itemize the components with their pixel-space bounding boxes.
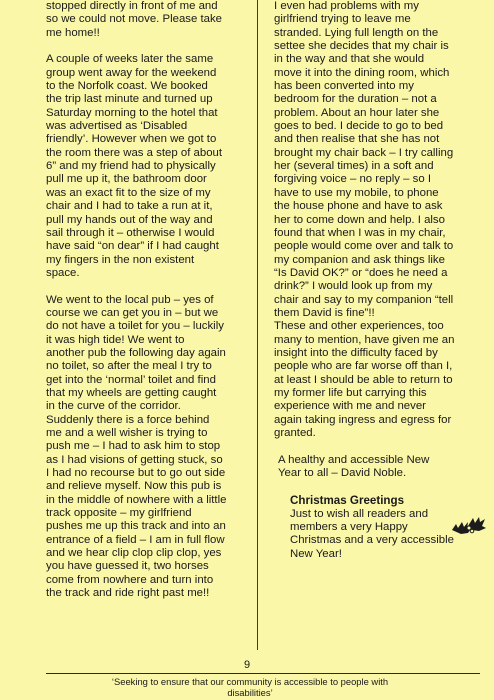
christmas-greetings-heading: Christmas Greetings [290, 494, 405, 508]
column-divider [257, 0, 258, 650]
story-paragraph-2: A couple of weeks later the same group went away for the weekend to the Norfolk coast. We booked the trip last minute and turned up Saturday morning to the hotel that was advertised as ‘Disabled friendly’. However when we got to the room there was a step of about 6” and my friend had to physically pull me up it, the bathroom door was an exact fit to the size of my chair and I had to take a run at it, pull my hands out of the way and sail through it – otherwise I would have said “on dear” if I had caught my fingers in the non existent space. [46, 53, 223, 279]
footer-tagline: ‘Seeking to ensure that our community is accessible to people with disabilities’ [111, 676, 389, 698]
footer-rule [46, 673, 480, 674]
story-paragraph-4: I even had problems with my girlfriend trying to leave me stranded. Lying full length on the settee she decides that my chair is in the way and that she would move it into the dining room, which has been converted into my bedroom for the duration – not a problem. About an hour later she goes to bed. I decide to go to bed and then realise that she has not brought my chair back – I try calling her (several times) in a soft and forgiving voice – no reply – so I have to use my mobile, to phone the house phone and have to ask her to come down and help. I also found that when I was in my chair, people would come over and talk to my companion and ask things like “Is David OK?” or “does he need a drink?” I would look up from my chair and say to my companion “tell them David is fine”!! [274, 0, 454, 319]
page-number: 9 [243, 659, 251, 671]
christmas-greetings-message: Just to wish all readers and members a very Happy Christmas and a very accessible New Year! [290, 507, 454, 560]
right-column [274, 0, 474, 574]
story-paragraph-3: We went to the local pub – yes of course we can get you in – but we do not have a toilet for you – luckily it was high tide! We went to another pub the following day again no toilet, so after the meal I try to get into the ‘normal’ toilet and find that my wheels are getting caught in the curve of the corridor. Suddenly there is a force behind me and a well wisher is trying to push me – I had to ask him to stop as I had visions of getting stuck, so I had no recourse but to go out side and relieve myself. Now this pub is in the middle of nowhere with a little track opposite – my girlfriend pushes me up this track and into an entrance of a field – I am in full flow and we hear clip clop clip clop, yes you have guessed it, two horses come from nowhere and turn into the track and ride right past me!! [46, 293, 227, 600]
holly-icon [448, 510, 488, 540]
author-signoff: A healthy and accessible New Year to all – David Noble. [278, 453, 430, 480]
story-paragraph-1: stopped directly in front of me and so we could not move. Please take me home!! [46, 0, 223, 39]
story-paragraph-5: These and other experiences, too many to mention, have given me an insight into the difficulty faced by people who are far worse off than I, at least I should be able to return to my former life but carrying this experience with me and never again taking ingress and egress for granted. [274, 320, 455, 439]
left-column [46, 0, 242, 614]
